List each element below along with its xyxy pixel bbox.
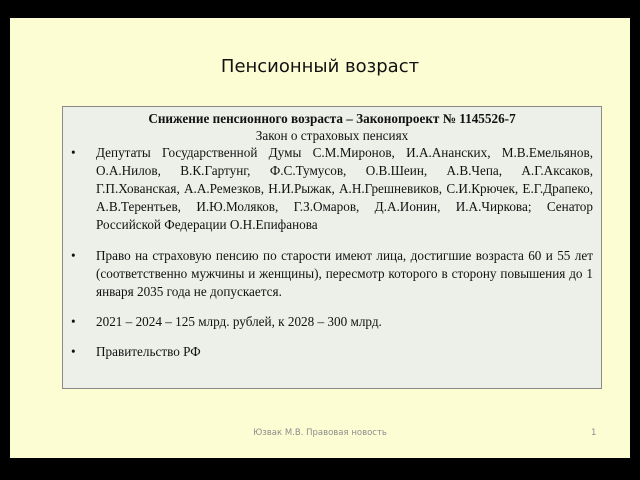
bullet-right-to-pension: • Право на страховую пенсию по старости имеют лица, достигшие возраста 60 и 55 лет (соответственно мужчины и женщины), пересмотр которого в сторону повышения до 1 января 2035 года не допускается. — [71, 247, 593, 301]
bullet-authors: • Депутаты Государственной Думы С.М.Миронов, И.А.Ананских, М.В.Емельянов, О.А.Нилов, В.К.Гартунг, Ф.С.Тумусов, О.В.Шеин, А.В.Чепа, А.Г.Аксаков, Г.П.Хованская, А.А.Ремезков, Н.И.Рыжак, А.Н.Грешневиков, С.И.Крючек, Е.Г.Драпеко, А.В.Терентьев, И.Ю.Моляков, Г.З.Омаров, Д.А.Ионин, И.А.Чиркова; Сенатор Российской Федерации О.Н.Епифанова — [71, 144, 593, 234]
presentation-slide — [10, 18, 630, 458]
page-number: 1 — [591, 428, 597, 438]
content-box — [62, 106, 602, 389]
bullet-spacer — [71, 301, 593, 313]
bill-heading: Снижение пенсионного возраста – Законопроект № 1145526-7 — [148, 111, 516, 126]
bullet-spacer — [71, 331, 593, 343]
bullet-spacer — [71, 234, 593, 247]
bill-subheading: Закон о страховых пенсиях — [255, 128, 409, 143]
bullet-government: • Правительство РФ — [71, 343, 593, 361]
slide-title: Пенсионный возраст — [220, 56, 420, 77]
bullet-cost: • 2021 – 2024 – 125 млрд. рублей, к 2028 – 300 млрд. — [71, 313, 593, 331]
slide-footer: Юзвак М.В. Правовая новость — [253, 428, 387, 438]
